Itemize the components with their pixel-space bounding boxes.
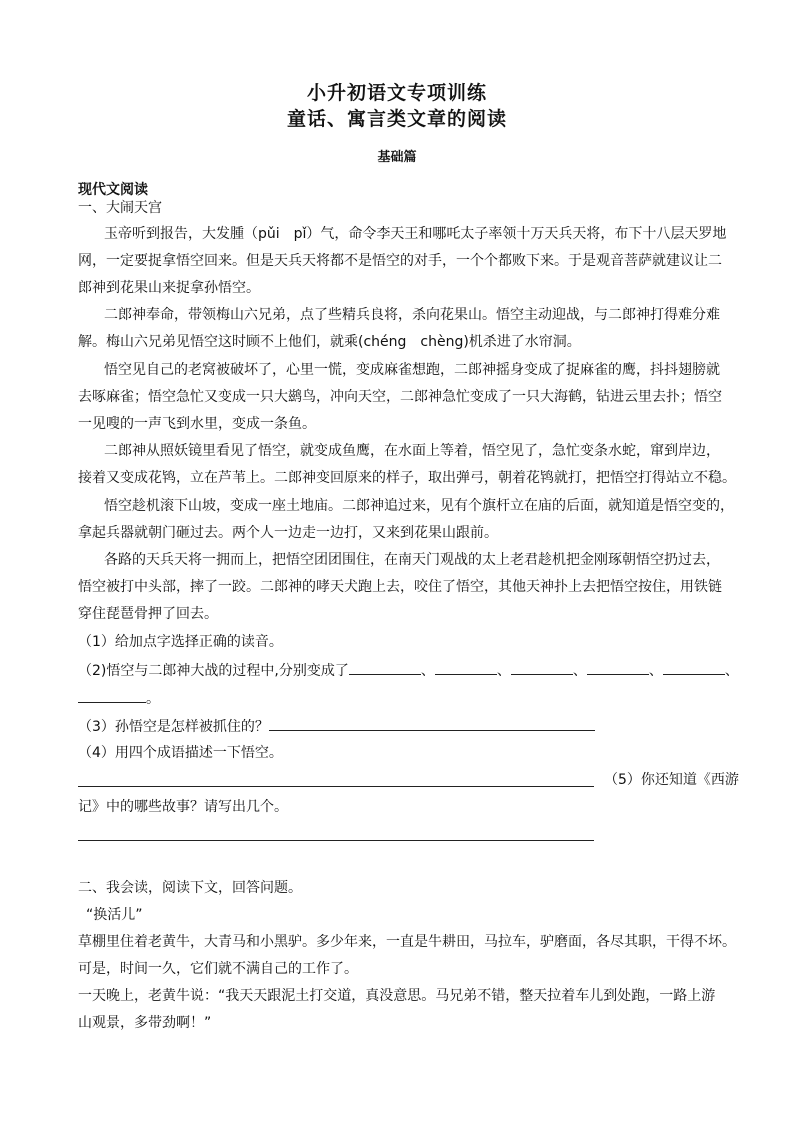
period: 。: [146, 691, 160, 707]
passage-line: 接着又变成花鸨，立在芦苇上。二郎神变回原来的样子，取出弹弓，朝着花鸨就打，把悟空打得站立不稳。: [78, 470, 736, 486]
part2-title: 二、我会读，阅读下文，回答问题。: [78, 880, 302, 896]
document-subtitle: 童话、寓言类文章的阅读: [286, 108, 507, 130]
answer-blank[interactable]: [78, 688, 146, 703]
passage-line: 郎神到花果山来捉拿孙悟空。: [78, 280, 260, 296]
answer-blank[interactable]: [269, 716, 595, 731]
question-4: （4）用四个成语描述一下悟空。: [78, 745, 283, 761]
question-3: [78, 716, 595, 737]
passage-line: 解。梅山六兄弟见悟空这时顾不上他们，就乘(chéng chèng)机杀进了水帘洞。: [78, 334, 581, 350]
answer-blank[interactable]: [663, 660, 725, 675]
passage-line: 穿住琵琶骨押了回去。: [78, 606, 218, 622]
passage-line: 拿起兵器就朝门砸过去。两个人一边走一边打，又来到花果山跟前。: [78, 525, 498, 541]
level-label: 基础篇: [377, 150, 417, 165]
question-2-continued: [78, 688, 160, 709]
separator: 、: [420, 663, 435, 679]
question-2: [78, 660, 739, 681]
story-title: “换活儿”: [86, 907, 143, 923]
passage-line: 悟空趁机滚下山坡，变成一座土地庙。二郎神追过来，见有个旗杆立在庙的后面，就知道是悟空变的，: [104, 498, 734, 514]
answer-blank[interactable]: [349, 660, 421, 675]
passage-line: 一见嗖的一声飞到水里，变成一条鱼。: [78, 416, 316, 432]
story-line: 一天晚上，老黄牛说：“我天天跟泥土打交道，真没意思。马兄弟不错，整天拉着车儿到处跑，一路上游: [78, 988, 716, 1004]
story-line: 可是，时间一久，它们就不满自己的工作了。: [78, 961, 358, 977]
question-2-text: （2)悟空与二郎神大战的过程中,分别变成了: [78, 663, 349, 679]
separator: 、: [496, 663, 511, 679]
passage-line: 玉帝听到报告，大发腫（pǔi pǐ）气，命令李天王和哪吒太子率领十万天兵天将，布下十八层天罗地: [104, 226, 727, 242]
question-3-text: （3）孙悟空是怎样被抓住的？: [78, 719, 269, 735]
answer-line-q4[interactable]: [78, 786, 594, 787]
passage-line: 网，一定要捉拿悟空回来。但是天兵天将都不是悟空的对手，一个个都败下来。于是观音菩萨就建议让二: [78, 253, 722, 269]
document-title: 小升初语文专项训练: [306, 82, 487, 104]
passage-line: 各路的天兵天将一拥而上，把悟空团团围住，在南天门观战的太上老君趁机把金刚琢朝悟空扔过去，: [104, 552, 720, 568]
passage-line: 二郎神从照妖镜里看见了悟空，就变成鱼鹰，在水面上等着，悟空见了，急忙变条水蛇，窜到岸边，: [104, 443, 720, 459]
answer-blank[interactable]: [587, 660, 649, 675]
question-5-continued: 记》中的哪些故事？请写出几个。: [78, 799, 288, 815]
passage-line: 二郎神奉命，带领梅山六兄弟，点了些精兵良将，杀向花果山。悟空主动迎战，与二郎神打得难分难: [104, 307, 720, 323]
question-5-start: （5）你还知道《西游: [604, 772, 739, 788]
separator: 、: [648, 663, 663, 679]
passage-line: 悟空见自己的老窝被破坏了，心里一慌，变成麻雀想跑，二郎神摇身变成了捉麻雀的鹰，抖抖翅膀就: [104, 362, 720, 378]
passage-line: 去啄麻雀；悟空急忙又变成一只大鹚鸟，冲向天空，二郎神急忙变成了一只大海鹤，钻进云里去扑；悟空: [78, 389, 722, 405]
section-label: 现代文阅读: [78, 182, 148, 198]
answer-blank[interactable]: [435, 660, 497, 675]
passage-line: 悟空被打中头部，摔了一跤。二郎神的哮天犬跑上去，咬住了悟空，其他天神扑上去把悟空按住，用铁链: [78, 579, 722, 595]
question-1: （1）给加点字选择正确的读音。: [78, 634, 283, 650]
part1-title: 一、大闹天宫: [78, 200, 162, 216]
story-line: 山观景，多带劲啊！”: [78, 1015, 212, 1031]
separator: 、: [724, 663, 739, 679]
answer-line-q5[interactable]: [78, 840, 594, 841]
answer-blank[interactable]: [511, 660, 573, 675]
story-line: 草棚里住着老黄牛，大青马和小黑驴。多少年来，一直是牛耕田，马拉车，驴磨面，各尽其职，干得不坏。: [78, 934, 736, 950]
separator: 、: [572, 663, 587, 679]
